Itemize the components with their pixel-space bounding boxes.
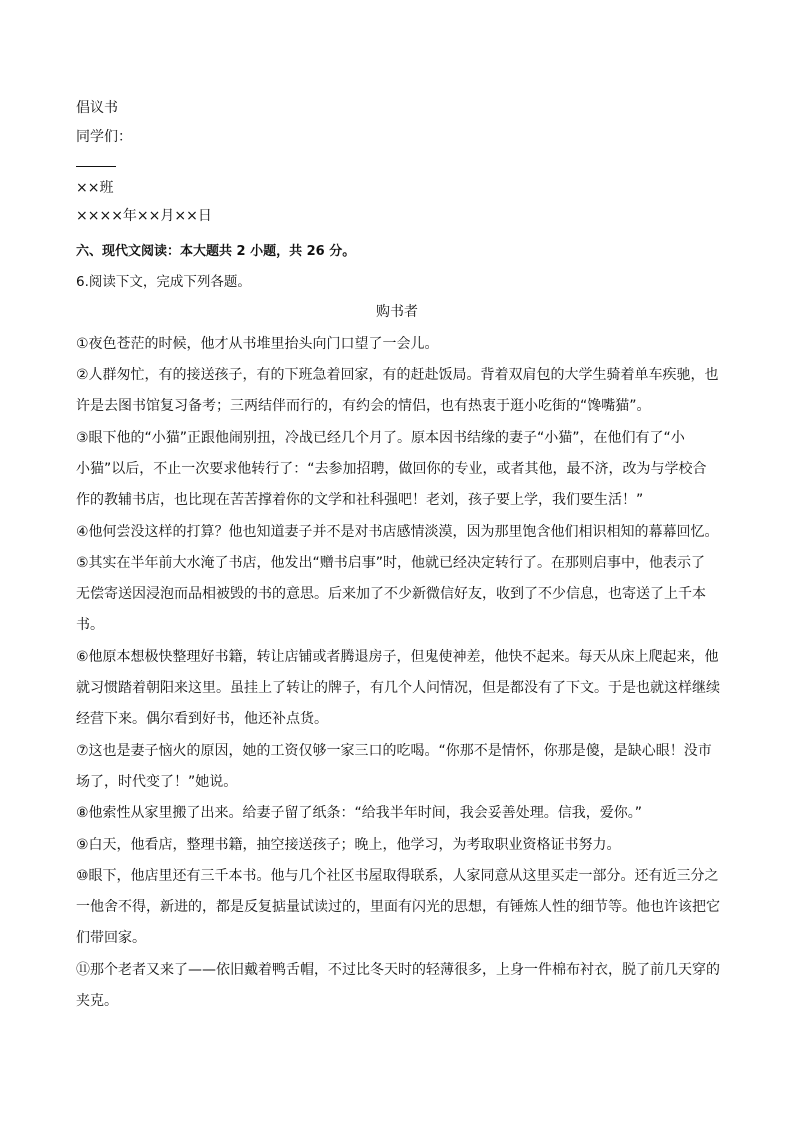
paragraph-line: 小猫”以后，不止一次要求他转行了：“去参加招聘，做回你的专业，或者其他，最不济，改为与学校合 [76, 461, 707, 477]
paragraph-line: ④他何尝没这样的打算？他也知道妻子并不是对书店感情淡漠，因为那里饱含他们相识相知的幕幕回忆。 [76, 524, 719, 540]
class-signature: ××班 [76, 180, 114, 196]
section-heading: 六、现代文阅读：本大题共 2 小题，共 26 分。 [76, 244, 356, 259]
paragraph-line: ⑪那个老者又来了——依旧戴着鸭舌帽，不过比冬天时的轻薄很多，上身一件棉布衬衣，脱了前几天穿的 [76, 962, 720, 978]
paragraph-line: ③眼下他的“小猫”正跟他闹别扭，冷战已经几个月了。原本因书结缘的妻子“小猫”，在他们有了“小 [76, 430, 685, 446]
letter-title: 倡议书 [76, 100, 118, 116]
paragraph-line: ⑦这也是妻子恼火的原因，她的工资仅够一家三口的吃喝。“你那不是情怀，你那是傻，是缺心眼！没市 [76, 743, 712, 759]
paragraph-line: ⑥他原本想极快整理好书籍，转让店铺或者腾退房子，但鬼使神差，他快不起来。每天从床上爬起来，他 [76, 649, 719, 665]
paragraph-line: 无偿寄送因浸泡而品相被毁的书的意思。后来加了不少新微信好友，收到了不少信息，也寄送了上千本 [76, 586, 706, 602]
paragraph-line: ②人群匆忙，有的接送孩子，有的下班急着回家，有的赶赴饭局。背着双肩包的大学生骑着单车疾驰，也 [76, 367, 719, 383]
letter-date: ××××年××月××日 [76, 208, 212, 224]
paragraph-line: ⑧他索性从家里搬了出来。给妻子留了纸条：“给我半年时间，我会妥善处理。信我，爱你。” [76, 805, 643, 821]
paragraph-line: ⑤其实在半年前大水淹了书店，他发出“赠书启事”时，他就已经决定转行了。在那则启事中，他表示了 [76, 555, 706, 571]
paragraph-line: 作的教辅书店，也比现在苦苦撑着你的文学和社科强吧！老刘，孩子要上学，我们要生活！” [76, 492, 644, 508]
paragraph-line: 书。 [76, 617, 104, 633]
paragraph-line: ①夜色苍茫的时候，他才从书堆里抬头向门口望了一会儿。 [76, 336, 439, 352]
paragraph-line: ⑩眼下，他店里还有三千本书。他与几个社区书屋取得联系，人家同意从这里买走一部分。还有近三分之 [76, 868, 719, 884]
paragraph-line: 就习惯踏着朝阳来这里。虽挂上了转让的牌子，有几个人问情况，但是都没有了下文。于是也就这样继续 [76, 680, 720, 696]
letter-greeting: 同学们： [76, 129, 132, 145]
paragraph-line: 一他舍不得，新进的，都是反复掂量试读过的，里面有闪光的思想，有锤炼人性的细节等。他也许该把它 [76, 899, 720, 915]
paragraph-line: 许是去图书馆复习备考；三两结伴而行的，有约会的情侣，也有热衷于逛小吃街的“馋嘴猫”。 [76, 398, 651, 414]
question-instruction: 6.阅读下文，完成下列各题。 [76, 274, 251, 290]
article-title: 购书者 [376, 304, 418, 320]
blank-line [76, 166, 116, 167]
paragraph-line: 经营下来。偶尔看到好书，他还补点货。 [76, 711, 328, 727]
paragraph-line: 们带回家。 [76, 930, 146, 946]
paragraph-line: 夹克。 [76, 993, 118, 1009]
paragraph-line: 场了，时代变了！”她说。 [76, 774, 238, 790]
paragraph-line: ⑨白天，他看店，整理书籍，抽空接送孩子；晚上，他学习，为考取职业资格证书努力。 [76, 837, 621, 853]
